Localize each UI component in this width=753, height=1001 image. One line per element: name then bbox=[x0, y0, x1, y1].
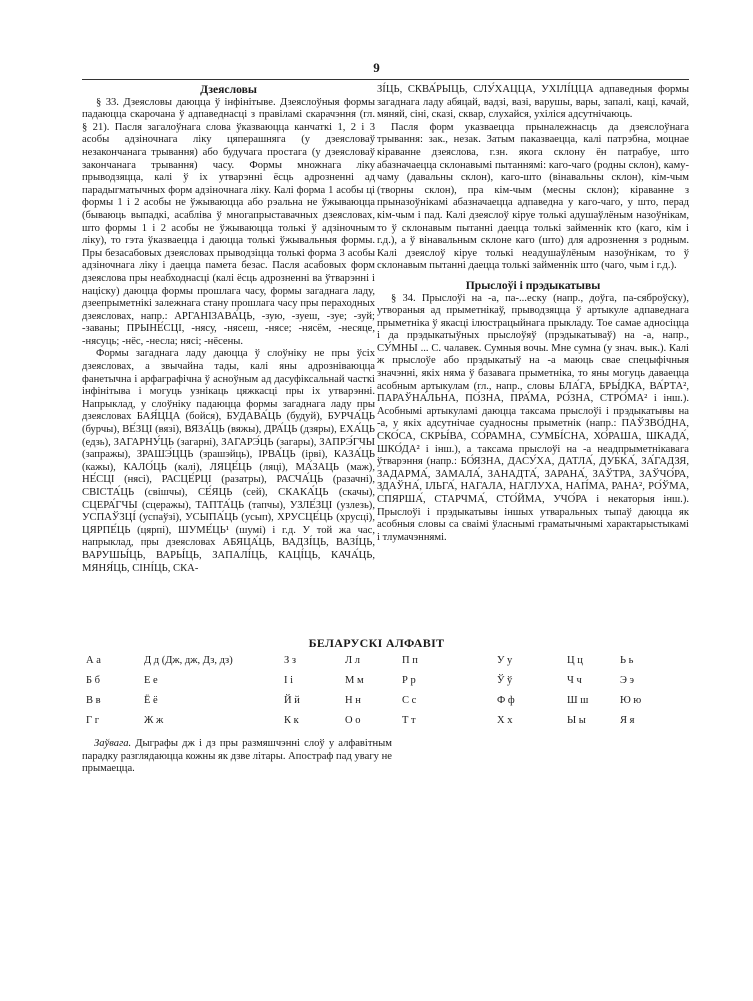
alphabet-letter: Х х bbox=[497, 715, 513, 726]
alphabet-letter: Н н bbox=[345, 695, 361, 706]
alphabet-letter: Б б bbox=[86, 675, 100, 686]
alphabet-letter: М м bbox=[345, 675, 364, 686]
alphabet-letter: С с bbox=[402, 695, 417, 706]
right-column bbox=[377, 84, 689, 544]
alphabet-letter: Г г bbox=[86, 715, 100, 726]
alphabet-letter: К к bbox=[284, 715, 299, 726]
alphabet-letter: Ь ь bbox=[620, 655, 634, 666]
page-number: 9 bbox=[373, 60, 380, 75]
alphabet-letter: З з bbox=[284, 655, 297, 666]
alphabet-letter: Ц ц bbox=[567, 655, 583, 666]
alphabet-title: БЕЛАРУСКІ АЛФАВІТ bbox=[308, 636, 445, 650]
alphabet-letter: Ў ў bbox=[497, 675, 513, 686]
alphabet-letter: Е е bbox=[144, 675, 158, 686]
alphabet-letter: В в bbox=[86, 695, 101, 706]
alphabet-letter: П п bbox=[402, 655, 418, 666]
alphabet-letter: Л л bbox=[345, 655, 360, 666]
alphabet-letter: Ё ё bbox=[144, 695, 158, 706]
alphabet-row bbox=[82, 655, 689, 675]
alphabet-letter: Д д (Дж, дж, Дз, дз) bbox=[144, 655, 233, 666]
alphabet-letter: О о bbox=[345, 715, 361, 726]
alphabet-letter: Ф ф bbox=[497, 695, 515, 706]
paragraph-34: § 34. Прыслоўі на -а, па-...еску (напр., доўга, па-сяброўску), утвораныя ад прыметнікаў, прыводзяцца ў артыкуле адпаведнага прыметніка ў якасці ілюстрацыйнага прыкладу. Тое самае адносіцца і да прэдыкатыўных прыслоўяў (прэдыкатываў) на -а, напр., СУ́МНЫ ... С. чалавек. Сумныя вочы. Мне сумна (у знач. вык.). Калі ж прыслоўе або прэдыкатыў на -а маюць свае спецыфічныя значэнні, якіх няма ў базавага прыметніка, то яны могуць даваецца асобным артыкулам (гл., напр., словы БЛА́ГА, БРЫ́ДКА, ВА́РТА², ПАРАЎНА́ЛЬНА, ПО́ЗНА, ПРА́МА, РО́ЗНА, СТРО́МА² і інш.). Асобнымі артыкуламі даюцца таксама прыслоўі і прэдыкатывы на -а, у якіх адсутнічае суадносны прыметнік (напр.: ПАЎЗВО́ДНА, СКО́СА, СКРЫ́ВА, СО́РАМНА, СУМБІ́СНА, ХО́РАША, ШКАДА́, ШКО́ДА² і інш.), а таксама прыслоўі на -а неадпрыметнікавага ўтварэння (напр.: БО́ЯЗНА, ДАСУ́ХА, ДАТЛА́, ДУБКА́, ЗА́ГАДЗЯ, ЗАДАРМА́, ЗАМАЛА́, ЗАНАДТА́, ЗАРАНА́, ЗАЎТРА, ЗАЎЧО́РА, ЗДАЎНА́, ІЛЬГА́, НАГАЛА, НАГЛУХА, НАП́МА, РАНА², РО́ЎМА, СПЯРША́, СТАРЧМА́, СТО́ЙМА, УЧО́РА і некаторыя інш.). Прыслоўі і прэдыкатывы іншых утваральных тыпаў даюцца як асобныя словы са сваімі ўласнымі граматычнымі характарыстыкамі і тлумачэннямі. bbox=[377, 292, 689, 543]
alphabet-letter: Я я bbox=[620, 715, 635, 726]
paragraph-imperative: Формы загаднага ладу даюцца ў слоўніку не пры ўсіх дзеясловах, а звычайна тады, калі яны адрозніваюцца фанетычна і арфаграфічна ў асноўным ад дасуфіксальнай часткі інфінітыва і могуць узнікаць цяжкасці пры іх утварэнні. Напрыклад, у слоўніку падаюцца формы загаднага ладу пры дзеясловах БАЯ́ЦЦА (бойся), БУДАВА́ЦЬ (будуй), БУРЧА́ЦЬ (бурчы), ВЕ́ЗЦІ (вязі), ВЯЗА́ЦЬ (вяжы), ДРА́ЦЬ (дзяры), ЕХА́ЦЬ (едзь), ЗАГАРНУ́ЦЬ (загарні), ЗАГАРЭ́ЦЬ (загары), ЗАПРЭ́ГЧЫ (запражы), ЗРАШЭ́ЦЦЬ (зрашэйць), ІРВА́ЦЬ (ірві), КАЗА́ЦЬ (кажы), КАЛО́ЦЬ (калі), ЛЯЦЕ́ЦЬ (ляці), МА́ЗАЦЬ (маж), НЕ́СЦІ (нясі), РАСЦЕ́РЦІ (разатры), РАСЧА́ЦЬ (разачні), СВІСТА́ЦЬ (свішчы), СЕ́ЯЦЬ (сей), СКАКА́ЦЬ (скачы), СЦЕРА́ГЧЫ (сцеражы), ТАПТА́ЦЬ (тапчы), УЗЛЕ́ЗЦІ (узлезь), УСПАЎЗЦІ́ (успаўзі), УСЫПА́ЦЬ (усып), ХРУСЦЕ́ЦЬ (хрусці), ЦЯРПЕ́ЦЬ (цярпі), ШУМЕ́ЦЬ¹ (шумі) і г.д. У той жа час, напрыклад, пры дзеясловах АБЯЦА́ЦЬ, ВАДЗІ́ЦЬ, ВАЗІ́ЦЬ, ВАРУШЫ́ЦЬ, ВАРЫ́ЦЬ, ЗАПАЛІ́ЦЬ, КАЦІ́ЦЬ, КАЧА́ЦЬ, МЯНЯ́ЦЬ, СІНІ́ЦЬ, СКА- bbox=[82, 348, 375, 574]
alphabet-letter: Ж ж bbox=[144, 715, 164, 726]
paragraph-continuation: ЗІ́ЦЬ, СКВА́РЫЦЬ, СЛУ́ХАЦЦА, УХІЛІ́ЦЦА адпаведныя формы загаднага ладу абяцай, вадзі, вазі, варушы, вары, запалі, каці, качай, мяняй, сіні, сказі, сквар, слухайся, ухіліся адсутнічаюць. bbox=[377, 84, 689, 121]
paragraph-aspect-government: Пасля форм указваецца прыналежнасць да дзеяслоўнага трывання: зак., незак. Затым паказваецца, калі патрэбна, моцнае кіраванне дзеяслова, г.зн. якога склону ён патрабуе, што абазначаецца склонавымі пытаннямі: каго-чаго (родны склон), каму-чаму (давальны склон), каго-што (вінавальны склон), кім-чым (творны склон), пра кім-чым (месны склон); кіраванне з прыназоўнікамі абазначаецца адпаведна у каго-чаго, у што, перад кім-чым і пад. Калі дзеяслоў кіруе толькі адушаўлёным назоўнікам, то ў склонавым пытанні даецца толькі займеннік кто (каго, кім і г.д.), а ў вінавальным склоне каго (што) для адрознення з родным. Калі дзеяслоў кіруе толькі неадушаўлёным назоўнікам, то ў склонавым пытанні даецца толькі займеннік што (чаго, чым і г.д.). bbox=[377, 121, 689, 272]
alphabet-letter: Ч ч bbox=[567, 675, 582, 686]
alphabet-row bbox=[82, 675, 689, 695]
alphabet-row bbox=[82, 715, 689, 735]
section-heading-adverbs: Прыслоўі і прэдыкатывы bbox=[465, 278, 601, 292]
alphabet-letter: Ю ю bbox=[620, 695, 642, 706]
paragraph-33: § 33. Дзеясловы даюцца ў інфінітыве. Дзеяслоўныя формы падаюцца скарочана ў адпаведнасці з правіламі скарачэння (гл. § 21). Пасля загалоўнага слова ўказваюцца канчаткі 1, 2 і 3 асобы адзіночнага ліку цяперашняга (у дзеясловаў незакончанага трывання) або будучага простага (у дзеясловаў закончанага трывання) часу. Формы множнага ліку прыводзяцца, калі ў іх утварэнні ёсць адрозненні ад парадыгматычных форм адзіночнага ліку. Калі форма 1 асобы ці формы 1 і 2 асобы не ўжываюцца або рэальна не ўжываюцца (бываюць выпадкі, асабліва ў многапрыставачных дзеясловах, што формы 1 і 2 асобы не ўжываюцца толькі ў адзіночным ліку), то гэта ўказваецца і даюцца толькі ўжывальныя формы. Пры безасабовых дзеясловах прыводзіцца толькі форма 3 асобы адзіночнага ліку і даецца памета безас. Пасля асабовых форм дзеяслова пры неабходнасці (калі ёсць адрозненні ва ўтварэнні і націску) даюцца формы прошлага часу, формы загаднага ладу, дзеепрыметнікі залежнага стану прошлага часу пры пераходных дзеясловах, напр.: АРГАНІЗАВА́ЦЬ, -зую, -зуеш, -зуе; -зуй; -заваны; ПРЫНЕ́СЦІ, -нясу, -нясеш, -нясе; -нясём, -несяце, -нясуць; -нёс, -несла; нясі; -нёсены. bbox=[82, 96, 375, 347]
header-rule bbox=[82, 79, 689, 80]
note-label: Заўвага. bbox=[94, 738, 132, 749]
left-column bbox=[82, 84, 375, 575]
alphabet-table bbox=[82, 655, 689, 735]
alphabet-letter: Й й bbox=[284, 695, 300, 706]
alphabet-letter: Р р bbox=[402, 675, 416, 686]
alphabet-row bbox=[82, 695, 689, 715]
alphabet-letter: А а bbox=[86, 655, 101, 666]
note-text: Дыграфы дж і дз пры размяшчэнні слоў у алфавітным парадку разглядаюцца кожны як дзве літары. Апостраф пад увагу не прымаецца. bbox=[82, 738, 392, 775]
alphabet-letter: У у bbox=[497, 655, 513, 666]
alphabet-letter: Ы ы bbox=[567, 715, 586, 726]
alphabet-note bbox=[82, 738, 392, 776]
alphabet-letter: І і bbox=[284, 675, 294, 686]
section-heading-verbs: Дзеясловы bbox=[200, 83, 257, 96]
alphabet-letter: Т т bbox=[402, 715, 416, 726]
alphabet-letter: Ш ш bbox=[567, 695, 589, 706]
alphabet-letter: Э э bbox=[620, 675, 635, 686]
